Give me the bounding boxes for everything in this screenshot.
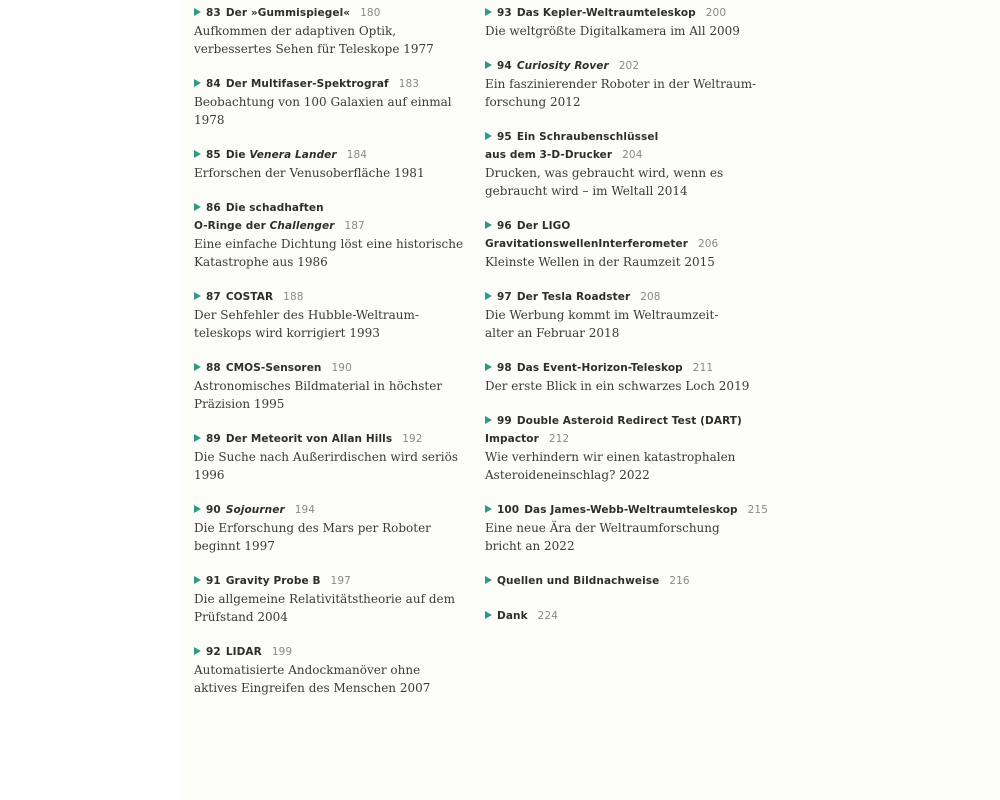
entry-title: Das Kepler-Weltraumteleskop	[516, 7, 696, 19]
page-number: 204	[622, 149, 643, 161]
page-number: 215	[747, 504, 768, 516]
left-margin	[0, 0, 183, 800]
page-number: 194	[294, 504, 316, 516]
page-number: 206	[697, 238, 719, 250]
triangle-bullet-icon	[485, 221, 492, 229]
page-number: 180	[360, 7, 381, 19]
entry-description: Automatisierte Andockmanöver ohne	[194, 663, 421, 677]
page-number: 212	[548, 433, 570, 445]
toc-entry-90[interactable]	[194, 501, 431, 555]
entry-number: 94	[497, 60, 512, 72]
toc-entry-87[interactable]	[194, 288, 419, 342]
entry-title: Das James-Webb-Weltraumteleskop	[524, 504, 738, 516]
triangle-bullet-icon	[194, 505, 201, 513]
toc-entry-89[interactable]	[194, 430, 458, 484]
entry-title: CMOS-Sensoren	[225, 362, 322, 374]
toc-entry-92[interactable]	[194, 643, 430, 697]
triangle-bullet-icon	[485, 611, 492, 619]
entry-description: Die allgemeine Relativitätstheorie auf dem	[194, 592, 455, 606]
entry-title-italic: Curiosity Rover	[516, 60, 609, 72]
entry-title: Double Asteroid Redirect Test (DART)	[516, 415, 742, 427]
entry-description: gebraucht wird – im Weltall 2014	[485, 184, 688, 198]
entry-number: 87	[206, 291, 221, 303]
triangle-bullet-icon	[194, 150, 201, 158]
triangle-bullet-icon	[485, 363, 492, 371]
entry-description: Erforschen der Venusoberfläche 1981	[194, 166, 425, 180]
entry-number: 98	[497, 362, 512, 374]
entry-description: verbessertes Sehen für Teleskope 1977	[194, 42, 434, 56]
toc-entry-100[interactable]	[485, 501, 768, 555]
entry-description: aktives Eingreifen des Menschen 2007	[194, 681, 431, 695]
page-number: 192	[402, 433, 423, 445]
page-number: 200	[705, 7, 727, 19]
triangle-bullet-icon	[194, 434, 201, 442]
entry-title: Quellen und Bildnachweise	[497, 575, 660, 587]
triangle-bullet-icon	[194, 576, 201, 584]
page-number: 184	[346, 149, 368, 161]
triangle-bullet-icon	[485, 8, 492, 16]
toc-entry-88[interactable]	[194, 359, 442, 413]
entry-number: 99	[497, 415, 512, 427]
entry-description: Aufkommen der adaptiven Optik,	[194, 24, 397, 38]
page-number: 183	[398, 78, 420, 90]
toc-entry-94[interactable]	[485, 57, 756, 111]
toc-entry-95[interactable]	[485, 128, 723, 200]
toc-entry-93[interactable]	[485, 4, 740, 40]
entry-title: LIDAR	[225, 646, 262, 658]
entry-title: O-Ringe der	[194, 220, 270, 232]
entry-number: 86	[206, 202, 221, 214]
entry-title: Die	[225, 149, 250, 161]
page-number: 211	[692, 362, 714, 374]
entry-title-italic: Challenger	[269, 220, 335, 232]
entry-description: beginnt 1997	[194, 539, 275, 553]
toc-entry-99[interactable]	[485, 412, 742, 484]
entry-title: COSTAR	[225, 291, 274, 303]
page-number: 190	[331, 362, 352, 374]
entry-description: Der Sehfehler des Hubble-Weltraum-	[194, 308, 419, 322]
entry-description: Die weltgrößte Digitalkamera im All 2009	[485, 24, 740, 38]
entry-description: Ein faszinierender Roboter in der Weltraum-	[485, 77, 757, 91]
toc-entry-83[interactable]	[194, 4, 434, 58]
page-number: 208	[640, 291, 661, 303]
entry-number: 84	[206, 78, 221, 90]
entry-number: 90	[206, 504, 221, 516]
entry-title: Der Multifaser-Spektrograf	[225, 78, 389, 90]
entry-description: Katastrophe aus 1986	[194, 255, 328, 269]
entry-description: Prüfstand 2004	[194, 610, 288, 624]
entry-description: Die Erforschung des Mars per Roboter	[194, 521, 431, 535]
entry-title: Dank	[497, 610, 528, 622]
page-number: 202	[618, 60, 640, 72]
entry-title: Gravity Probe B	[225, 575, 321, 587]
entry-description: Die Werbung kommt im Weltraumzeit-	[485, 308, 719, 322]
toc-entry-85[interactable]	[194, 146, 425, 182]
entry-title: Der Tesla Roadster	[516, 291, 631, 303]
entry-number: 89	[206, 433, 221, 445]
entry-title: Die schadhaften	[225, 202, 324, 214]
toc-entry-sources[interactable]	[485, 572, 690, 590]
entry-title-italic: Venera Lander	[249, 149, 337, 161]
entry-number: 88	[206, 362, 221, 374]
entry-description: Die Suche nach Außerirdischen wird seriös	[194, 450, 458, 464]
triangle-bullet-icon	[485, 416, 492, 424]
entry-number: 97	[497, 291, 512, 303]
entry-title-italic: Sojourner	[225, 504, 285, 516]
entry-description: Wie verhindern wir einen katastrophalen	[485, 450, 736, 464]
triangle-bullet-icon	[194, 79, 201, 87]
toc-entry-98[interactable]	[485, 359, 749, 395]
entry-number: 95	[497, 131, 512, 143]
triangle-bullet-icon	[194, 8, 201, 16]
entry-title: Der Meteorit von Allan Hills	[225, 433, 393, 445]
entry-title: Der LIGO	[516, 220, 571, 232]
entry-number: 96	[497, 220, 512, 232]
entry-number: 91	[206, 575, 221, 587]
entry-description: Asteroideneinschlag? 2022	[485, 468, 650, 482]
entry-title: Das Event-Horizon-Teleskop	[516, 362, 683, 374]
triangle-bullet-icon	[485, 576, 492, 584]
triangle-bullet-icon	[194, 292, 201, 300]
entry-title: Impactor	[485, 433, 539, 445]
entry-title: Der »Gummispiegel«	[225, 7, 351, 19]
entry-description: Eine neue Ära der Weltraumforschung	[485, 521, 720, 535]
entry-number: 92	[206, 646, 221, 658]
page-number: 187	[344, 220, 365, 232]
entry-title: Ein Schraubenschlüssel	[516, 131, 659, 143]
page-number: 224	[537, 610, 559, 622]
page-number: 188	[283, 291, 304, 303]
toc-entry-91[interactable]	[194, 572, 455, 626]
toc-entry-86[interactable]	[194, 199, 463, 271]
triangle-bullet-icon	[485, 132, 492, 140]
entry-description: 1996	[194, 468, 225, 482]
entry-description: Drucken, was gebraucht wird, wenn es	[485, 166, 724, 180]
entry-description: Eine einfache Dichtung löst eine historische	[194, 237, 464, 251]
triangle-bullet-icon	[485, 505, 492, 513]
page-number: 199	[271, 646, 293, 658]
entry-description: Beobachtung von 100 Galaxien auf einmal	[194, 95, 452, 109]
entry-description: bricht an 2022	[485, 539, 575, 553]
entry-number: 85	[206, 149, 221, 161]
entry-description: Präzision 1995	[194, 397, 285, 411]
entry-number: 83	[206, 7, 221, 19]
toc-entry-97[interactable]	[485, 288, 718, 342]
toc-entry-thanks[interactable]	[485, 607, 558, 625]
entry-description: Der erste Blick in ein schwarzes Loch 2019	[485, 379, 750, 393]
triangle-bullet-icon	[485, 61, 492, 69]
entry-number: 100	[497, 504, 520, 516]
toc-entry-96[interactable]	[485, 217, 718, 271]
entry-description: Kleinste Wellen in der Raumzeit 2015	[485, 255, 715, 269]
entry-description: forschung 2012	[485, 95, 581, 109]
triangle-bullet-icon	[194, 647, 201, 655]
entry-title: aus dem 3-D-Drucker	[485, 149, 613, 161]
entry-description: Astronomisches Bildmaterial in höchster	[194, 379, 443, 393]
entry-number: 93	[497, 7, 512, 19]
triangle-bullet-icon	[194, 363, 201, 371]
entry-description: 1978	[194, 113, 225, 127]
triangle-bullet-icon	[485, 292, 492, 300]
entry-title: GravitationswellenInterferometer	[485, 238, 688, 250]
entry-description: teleskops wird korrigiert 1993	[194, 326, 380, 340]
page-number: 197	[330, 575, 351, 587]
toc-entry-84[interactable]	[194, 75, 452, 129]
entry-description: alter an Februar 2018	[485, 326, 620, 340]
page-number: 216	[669, 575, 690, 587]
triangle-bullet-icon	[194, 203, 201, 211]
